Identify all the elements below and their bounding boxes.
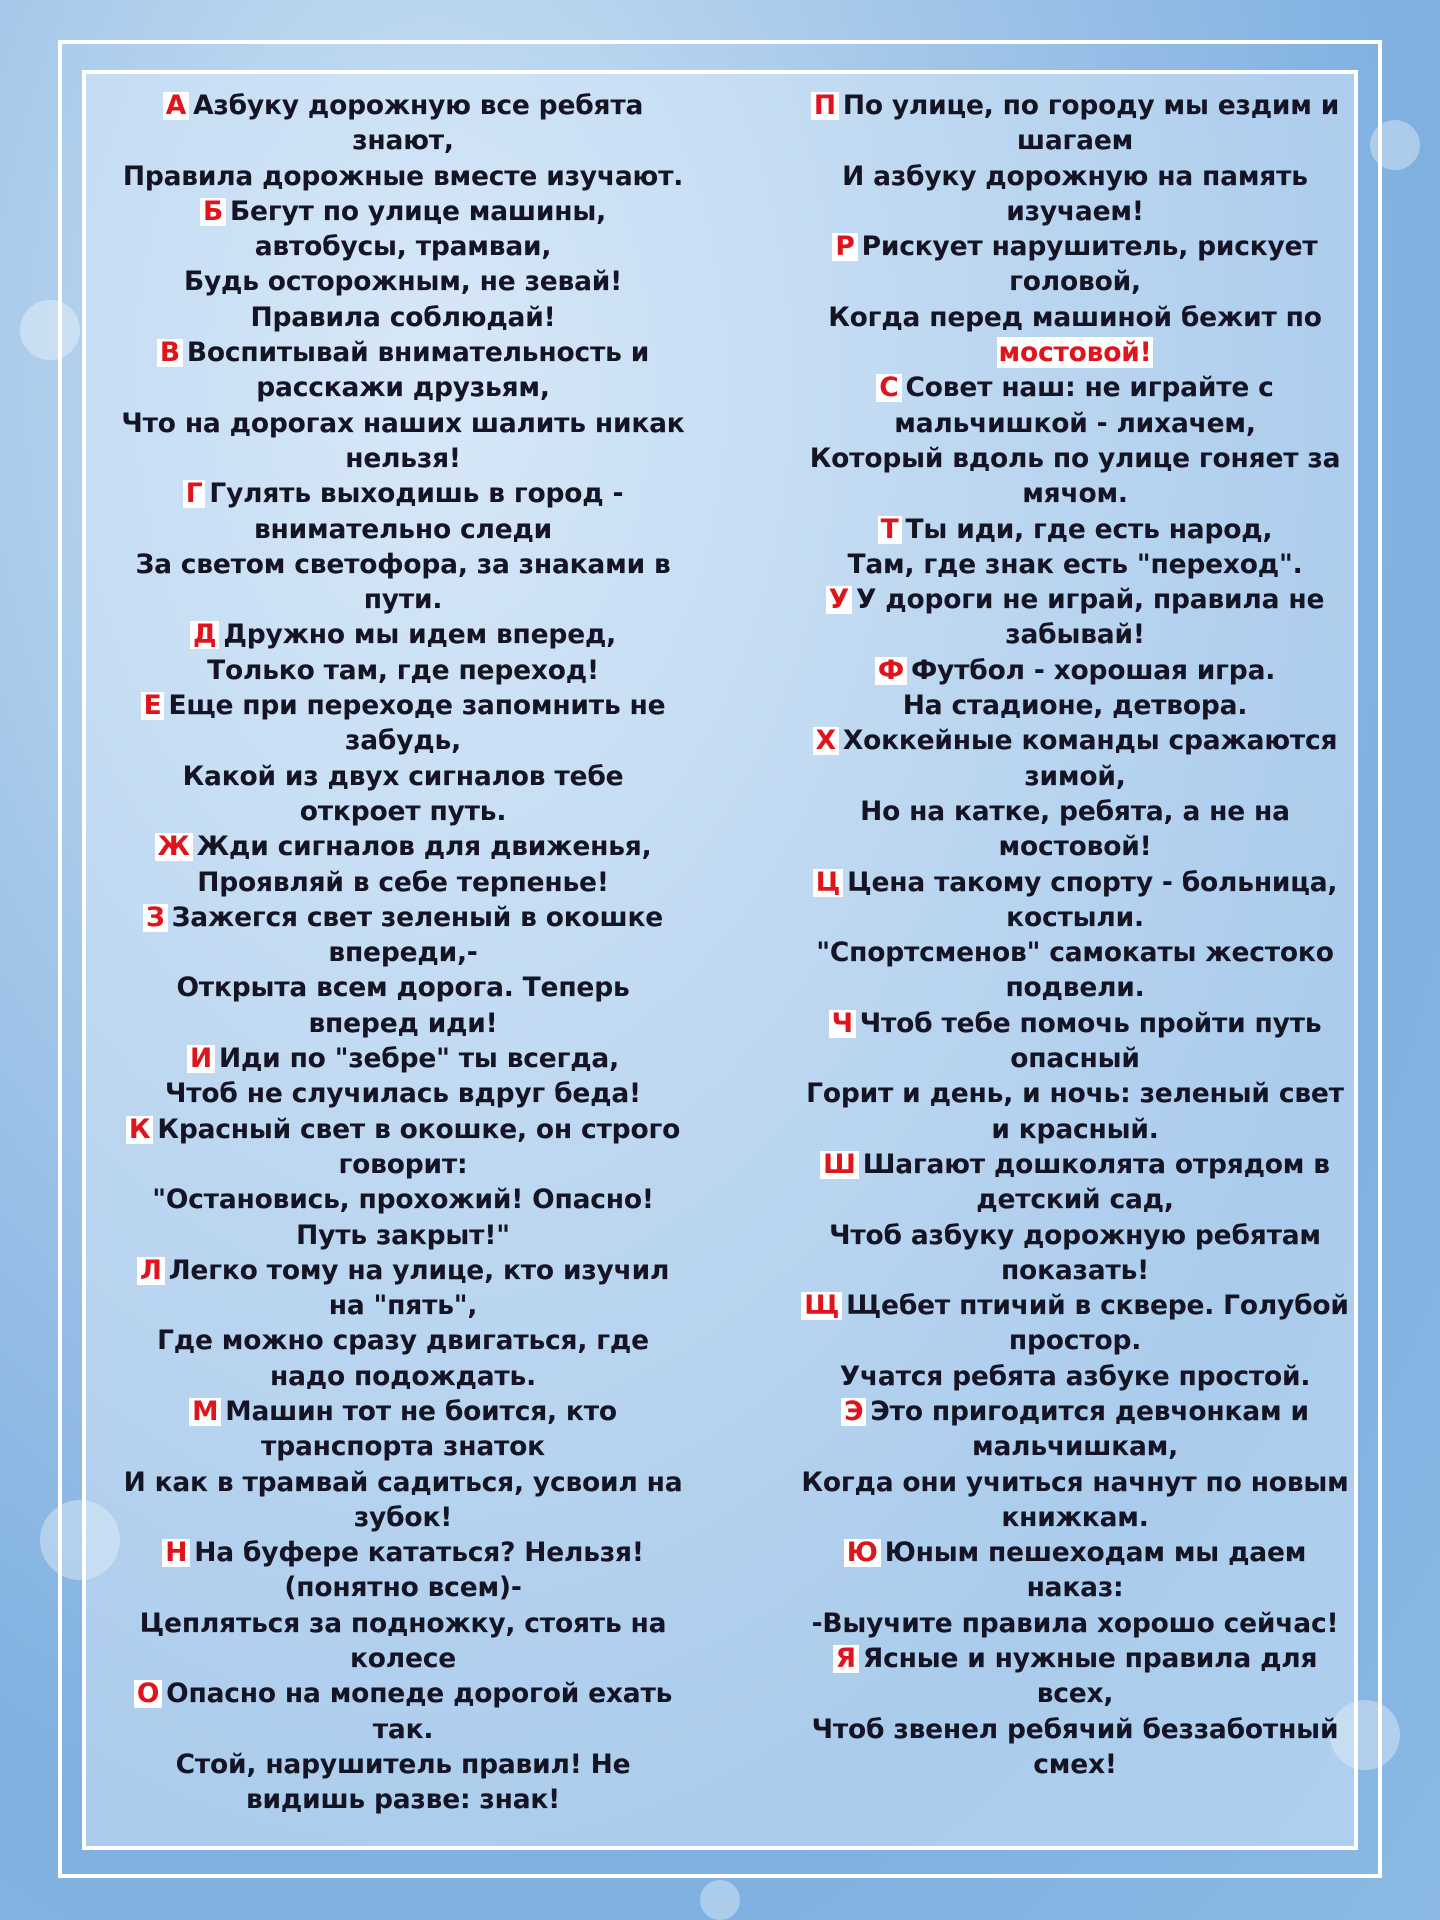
stanza	[760, 1006, 1390, 1147]
stanza-text: внимательно следи	[253, 513, 553, 545]
stanza-line	[760, 406, 1390, 441]
stanza	[760, 1394, 1390, 1535]
stanza-line	[93, 1394, 713, 1429]
stanza-letter: Щ	[801, 1292, 842, 1320]
stanza	[760, 582, 1390, 653]
stanza-line	[93, 335, 713, 370]
stanza-line	[760, 1500, 1390, 1535]
stanza-line	[760, 1041, 1390, 1076]
stanza-text: Зажегся свет зеленый в окошке	[171, 901, 664, 933]
stanza-line	[760, 1606, 1390, 1641]
stanza-text: наказ:	[1026, 1572, 1124, 1604]
stanza-line	[93, 1641, 713, 1676]
stanza-line	[93, 1747, 713, 1782]
stanza-line	[760, 335, 1390, 370]
stanza-line	[760, 1429, 1390, 1464]
stanza-line	[93, 406, 713, 441]
stanza	[93, 829, 713, 900]
stanza-line	[93, 229, 713, 264]
stanza-text: Воспитывай внимательность и	[186, 337, 650, 369]
stanza-text: транспорта знаток	[261, 1431, 545, 1463]
stanza-line	[760, 970, 1390, 1005]
stanza-text: Чтоб тебе помочь пройти путь	[859, 1007, 1322, 1039]
stanza-line	[93, 1253, 713, 1288]
stanza-letter: Ж	[155, 833, 193, 861]
stanza-text: Цена такому спорту - больница,	[847, 866, 1338, 898]
stanza-line	[760, 1747, 1390, 1782]
stanza-text: Проявляй в себе терпенье!	[197, 866, 609, 898]
left-column	[93, 88, 713, 1818]
stanza-text: простор.	[1008, 1325, 1142, 1357]
stanza-text: нельзя!	[345, 442, 461, 474]
stanza-text: Правила дорожные вместе изучают.	[122, 160, 684, 192]
stanza-text: Бегут по улице машины,	[230, 195, 606, 227]
stanza	[760, 88, 1390, 229]
stanza-text: Но на катке, ребята, а не на	[860, 795, 1290, 827]
stanza	[760, 1535, 1390, 1641]
highlighted-word: мостовой!	[998, 337, 1152, 369]
right-column	[760, 88, 1390, 1782]
stanza-line	[93, 1288, 713, 1323]
stanza-text: Когда они учиться начнут по новым	[801, 1466, 1349, 1498]
stanza-line	[93, 970, 713, 1005]
stanza-text: "Остановись, прохожий! Опасно!	[152, 1184, 654, 1216]
stanza-line	[93, 1465, 713, 1500]
stanza-text: вперед иди!	[308, 1007, 498, 1039]
stanza-line	[760, 900, 1390, 935]
stanza-letter: Б	[200, 198, 226, 226]
stanza-letter: Н	[162, 1539, 190, 1567]
stanza-line	[760, 1253, 1390, 1288]
stanza-text: Совет наш: не играйте с	[905, 372, 1274, 404]
stanza-line	[760, 688, 1390, 723]
stanza-text: Шагают дошколята отрядом в	[862, 1148, 1330, 1180]
stanza-letter: Т	[878, 516, 902, 544]
stanza-text: Открыта всем дорога. Теперь	[176, 972, 630, 1004]
stanza-text: детский сад,	[976, 1184, 1174, 1216]
stanza-text: На буфере кататься? Нельзя!	[194, 1537, 644, 1569]
stanza	[93, 88, 713, 194]
stanza-letter: К	[126, 1116, 153, 1144]
stanza-text: надо подождать.	[270, 1360, 536, 1392]
stanza-line	[93, 1182, 713, 1217]
stanza-line	[93, 123, 713, 158]
stanza-text: Учатся ребята азбуке простой.	[839, 1360, 1311, 1392]
stanza-line	[93, 1500, 713, 1535]
stanza-line	[760, 829, 1390, 864]
stanza-line	[93, 1606, 713, 1641]
stanza-text: У дороги не играй, правила не	[856, 584, 1325, 616]
stanza-line	[93, 829, 713, 864]
stanza-line	[760, 441, 1390, 476]
stanza-line	[93, 900, 713, 935]
stanza-text: Еще при переходе запомнить не	[168, 690, 666, 722]
stanza-text: видишь разве: знак!	[245, 1784, 561, 1816]
stanza-text: забывай!	[1005, 619, 1145, 651]
stanza-letter: Х	[813, 727, 839, 755]
stanza-line	[760, 582, 1390, 617]
stanza	[760, 653, 1390, 724]
stanza-line	[93, 476, 713, 511]
stanza-letter: Ш	[820, 1151, 859, 1179]
stanza	[760, 1288, 1390, 1394]
stanza-line	[93, 688, 713, 723]
stanza-text: И азбуку дорожную на память	[842, 160, 1308, 192]
stanza-letter: Р	[832, 233, 857, 261]
stanza	[93, 335, 713, 476]
stanza-text: пути.	[363, 584, 443, 616]
stanza-line	[760, 617, 1390, 652]
stanza-line	[760, 194, 1390, 229]
stanza-text: забудь,	[345, 725, 461, 757]
stanza-text: так.	[372, 1713, 434, 1745]
stanza-line	[760, 1076, 1390, 1111]
stanza-line	[760, 1641, 1390, 1676]
stanza	[93, 1394, 713, 1535]
stanza	[760, 865, 1390, 1006]
stanza-line	[93, 88, 713, 123]
stanza-text: Стой, нарушитель правил! Не	[175, 1748, 631, 1780]
stanza-text: костыли.	[1006, 901, 1144, 933]
stanza-text: автобусы, трамваи,	[254, 231, 552, 263]
stanza-text: Футбол - хорошая игра.	[910, 654, 1276, 686]
stanza-line	[760, 759, 1390, 794]
stanza	[760, 229, 1390, 370]
stanza-line	[760, 865, 1390, 900]
stanza	[93, 688, 713, 829]
stanza-text: расскажи друзьям,	[256, 372, 550, 404]
stanza-line	[93, 1676, 713, 1711]
stanza-text: Где можно сразу двигаться, где	[157, 1325, 649, 1357]
stanza-text: Это пригодится девчонкам и	[870, 1395, 1309, 1427]
stanza-line	[760, 264, 1390, 299]
stanza	[93, 1253, 713, 1394]
stanza-text: Там, где знак есть "переход".	[847, 548, 1303, 580]
stanza-letter: Е	[141, 692, 165, 720]
stanza-text: впереди,-	[328, 937, 478, 969]
stanza-text: Правила соблюдай!	[250, 301, 556, 333]
stanza-line	[760, 723, 1390, 758]
stanza	[760, 512, 1390, 583]
stanza-text: Опасно на мопеде дорогой ехать	[166, 1678, 673, 1710]
stanza-line	[93, 1006, 713, 1041]
stanza-letter: С	[876, 374, 901, 402]
stanza-line	[760, 1465, 1390, 1500]
stanza-text: шагаем	[1016, 125, 1134, 157]
stanza-letter: Э	[841, 1398, 866, 1426]
stanza-text: Цепляться за подножку, стоять на	[139, 1607, 667, 1639]
stanza	[93, 476, 713, 617]
stanza	[93, 900, 713, 1041]
stanza-line	[760, 1394, 1390, 1429]
stanza-text: мальчишкой - лихачем,	[894, 407, 1256, 439]
stanza	[760, 1641, 1390, 1782]
stanza-line	[760, 229, 1390, 264]
stanza-line	[93, 582, 713, 617]
stanza-text: мячом.	[1022, 478, 1128, 510]
stanza-line	[760, 1323, 1390, 1358]
stanza-text: И как в трамвай садиться, усвоил на	[123, 1466, 683, 1498]
stanza-line	[93, 1112, 713, 1147]
stanza-text: и красный.	[991, 1113, 1159, 1145]
stanza-text: На стадионе, детвора.	[902, 690, 1248, 722]
stanza-text: колесе	[349, 1643, 457, 1675]
stanza-line	[93, 159, 713, 194]
stanza-line	[93, 935, 713, 970]
stanza-text: Что на дорогах наших шалить никак	[121, 407, 685, 439]
stanza-letter: П	[811, 92, 839, 120]
stanza-line	[93, 1570, 713, 1605]
stanza-text: зимой,	[1024, 760, 1126, 792]
stanza-line	[93, 370, 713, 405]
stanza-letter: Ч	[829, 1010, 856, 1038]
stanza-text: Только там, где переход!	[207, 654, 599, 686]
stanza-text: Путь закрыт!"	[296, 1219, 510, 1251]
stanza	[93, 1676, 713, 1817]
stanza-text: Красный свет в окошке, он строго	[157, 1113, 681, 1145]
stanza-line	[760, 1712, 1390, 1747]
stanza-line	[93, 1041, 713, 1076]
stanza	[760, 723, 1390, 864]
stanza-line	[760, 159, 1390, 194]
stanza-line	[93, 1147, 713, 1182]
stanza-line	[93, 1323, 713, 1358]
stanza-line	[760, 88, 1390, 123]
stanza-letter: Ц	[813, 869, 843, 897]
stanza-text: подвели.	[1005, 972, 1145, 1004]
stanza-text: зубок!	[353, 1501, 453, 1533]
stanza-text: Хоккейные команды сражаются	[842, 725, 1338, 757]
stanza-text: показать!	[1000, 1254, 1150, 1286]
stanza-text: Который вдоль по улице гоняет за	[809, 442, 1341, 474]
stanza-line	[93, 1218, 713, 1253]
stanza-text: По улице, по городу мы ездим и	[842, 90, 1340, 121]
stanza-letter: А	[163, 92, 189, 120]
stanza-line	[760, 1147, 1390, 1182]
stanza-text: смех!	[1033, 1748, 1117, 1780]
stanza-text: Чтоб не случилась вдруг беда!	[165, 1078, 641, 1110]
stanza-text: всех,	[1036, 1678, 1114, 1710]
stanza-text: откроет путь.	[299, 795, 507, 827]
stanza-text: Юным пешеходам мы даем	[884, 1537, 1307, 1569]
stanza-line	[760, 512, 1390, 547]
stanza-text: Азбуку дорожную все ребята	[193, 90, 644, 121]
stanza-text: мальчишкам,	[971, 1431, 1178, 1463]
stanza-line	[760, 935, 1390, 970]
stanza-letter: З	[143, 904, 168, 932]
stanza	[93, 1041, 713, 1112]
stanza-text: -Выучите правила хорошо сейчас!	[811, 1607, 1339, 1639]
stanza-text: Рискует нарушитель, рискует	[861, 231, 1318, 263]
stanza-letter: И	[187, 1045, 215, 1073]
stanza-line	[93, 1782, 713, 1817]
stanza-text: Ты иди, где есть народ,	[905, 513, 1273, 545]
stanza-line	[760, 1288, 1390, 1323]
stanza	[760, 1147, 1390, 1288]
stanza-line	[760, 1006, 1390, 1041]
stanza-text: Чтоб азбуку дорожную ребятам	[829, 1219, 1321, 1251]
stanza-text: За светом светофора, за знаками в	[135, 548, 671, 580]
stanza-text: книжкам.	[1001, 1501, 1149, 1533]
stanza-line	[760, 123, 1390, 158]
stanza-line	[93, 300, 713, 335]
stanza-line	[93, 794, 713, 829]
stanza-line	[93, 617, 713, 652]
stanza-text: говорит:	[338, 1148, 468, 1180]
stanza-text: опасный	[1010, 1043, 1140, 1075]
stanza-text: Ясные и нужные правила для	[862, 1643, 1318, 1675]
stanza-text: Когда перед машиной бежит по	[828, 301, 1322, 333]
stanza-letter: Д	[190, 621, 219, 649]
stanza-line	[93, 1535, 713, 1570]
stanza-text: (понятно всем)-	[284, 1572, 522, 1604]
stanza-text: знают,	[352, 125, 454, 157]
stanza-letter: Ю	[844, 1539, 881, 1567]
stanza-letter: В	[157, 339, 183, 367]
stanza-text: Гулять выходишь в город -	[209, 478, 624, 510]
stanza	[760, 370, 1390, 511]
stanza-text: Иди по "зебре" ты всегда,	[219, 1043, 619, 1075]
stanza	[93, 1112, 713, 1253]
stanza-text: Машин тот не боится, кто	[225, 1395, 617, 1427]
stanza-text: Будь осторожным, не зевай!	[183, 266, 623, 298]
stanza-line	[93, 441, 713, 476]
stanza-line	[760, 1112, 1390, 1147]
stanza-text: на "пять",	[328, 1290, 478, 1322]
stanza-line	[760, 1182, 1390, 1217]
stanza-line	[93, 1712, 713, 1747]
stanza-letter: М	[189, 1398, 221, 1426]
stanza-text: Дружно мы идем вперед,	[223, 619, 617, 651]
stanza-line	[93, 1359, 713, 1394]
stanza-line	[93, 865, 713, 900]
stanza-text: "Спортсменов" самокаты жестоко	[816, 937, 1334, 969]
stanza	[93, 194, 713, 335]
stanza-text: Чтоб звенел ребячий беззаботный	[811, 1713, 1339, 1745]
stanza-line	[93, 547, 713, 582]
stanza-line	[93, 1429, 713, 1464]
stanza-line	[760, 653, 1390, 688]
stanza-line	[760, 1676, 1390, 1711]
stanza-line	[93, 653, 713, 688]
stanza-line	[93, 194, 713, 229]
stanza-text: мостовой!	[998, 831, 1152, 863]
stanza	[93, 617, 713, 688]
stanza-line	[760, 1570, 1390, 1605]
stanza-text: Какой из двух сигналов тебе	[182, 760, 624, 792]
stanza-line	[760, 547, 1390, 582]
stanza-letter: Г	[183, 480, 206, 508]
stanza-text: Жди сигналов для движенья,	[196, 831, 652, 863]
stanza-line	[93, 759, 713, 794]
stanza-letter: Л	[137, 1257, 165, 1285]
stanza-letter: Ф	[875, 657, 907, 685]
stanza-text: Легко тому на улице, кто изучил	[168, 1254, 670, 1286]
stanza-text: Щебет птичий в сквере. Голубой	[846, 1290, 1349, 1322]
stanza-line	[760, 370, 1390, 405]
stanza-line	[93, 264, 713, 299]
stanza-line	[760, 476, 1390, 511]
stanza-line	[760, 1535, 1390, 1570]
decorative-bubble	[700, 1880, 740, 1920]
stanza-text: изучаем!	[1006, 195, 1144, 227]
stanza-line	[93, 512, 713, 547]
stanza-text: головой,	[1009, 266, 1141, 298]
stanza-letter: У	[826, 586, 852, 614]
stanza-line	[760, 1218, 1390, 1253]
stanza-line	[760, 1359, 1390, 1394]
stanza-line	[760, 794, 1390, 829]
stanza-line	[93, 723, 713, 758]
stanza-letter: О	[134, 1680, 162, 1708]
stanza-line	[760, 300, 1390, 335]
stanza-line	[93, 1076, 713, 1111]
stanza	[93, 1535, 713, 1676]
stanza-text: Горит и день, и ночь: зеленый свет	[806, 1078, 1344, 1110]
stanza-letter: Я	[833, 1645, 859, 1673]
